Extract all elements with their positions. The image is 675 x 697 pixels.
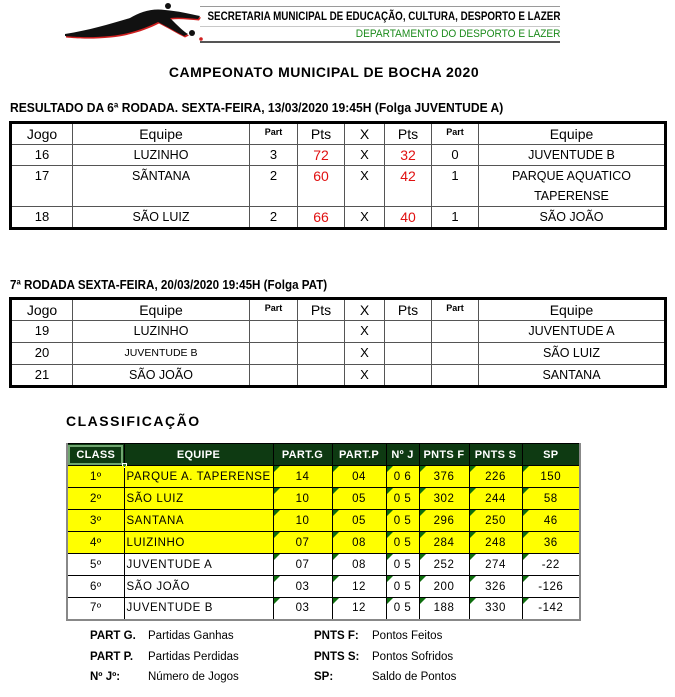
col-class[interactable] [67,444,124,466]
table-row [11,343,666,365]
saldo-pontos: -142 [522,598,580,620]
partidas-ganhas: 03 [273,598,332,620]
away-part: 1 [432,207,479,229]
home-part [250,343,298,365]
team-name: SÃO LUIZ [124,488,273,510]
table-row [67,488,580,510]
saldo-pontos: -126 [522,576,580,598]
pontos-feitos: 252 [419,554,469,576]
table-row [67,554,580,576]
legend-value: Partidas Ganhas [148,630,234,642]
legend-key: PART G. [90,630,136,642]
partidas-ganhas: 14 [273,466,332,488]
class-position: 1º [67,466,124,488]
table-row [11,321,666,343]
numero-jogos: 0 5 [386,598,419,620]
home-pts [298,343,345,365]
home-part: 3 [250,145,298,166]
class-position: 7º [67,598,124,620]
away-part [432,365,479,387]
table-row [67,598,580,620]
pontos-feitos: 376 [419,466,469,488]
home-team: LUZINHO [73,145,250,166]
legend-item [314,651,453,663]
col-pnts-f: PNTS F [419,444,469,466]
pontos-sofridos: 244 [469,488,522,510]
partidas-perdidas: 12 [332,576,386,598]
partidas-ganhas: 10 [273,510,332,532]
versus-mark: X [345,166,385,207]
team-name: LUIZINHO [124,532,273,554]
pontos-feitos: 200 [419,576,469,598]
col-equipe-away: Equipe [479,299,666,321]
class-position: 3º [67,510,124,532]
secretaria-name: SECRETARIA MUNICIPAL DE EDUCAÇÃO, CULTURA, DESPORTO E LAZER [207,9,560,23]
team-name: SÃO JOÃO [124,576,273,598]
table-header-row [67,444,580,466]
pontos-sofridos: 330 [469,598,522,620]
away-pts: 32 [385,145,432,166]
col-jogo: Jogo [11,123,73,145]
away-pts [385,321,432,343]
away-team: SANTANA [479,365,666,387]
jogo-number: 19 [11,321,73,343]
col-x: X [345,299,385,321]
header-rule-bottom [200,41,560,43]
pontos-sofridos: 326 [469,576,522,598]
home-team: SÃO LUIZ [73,207,250,229]
home-part: 2 [250,207,298,229]
home-pts: 66 [298,207,345,229]
away-team: JUVENTUDE A [479,321,666,343]
col-class-label: CLASS [76,448,116,461]
numero-jogos: 0 5 [386,510,419,532]
header-rule-middle [200,26,560,27]
table-header-row [11,123,666,145]
col-num-jogos: Nº J [386,444,419,466]
home-team: SÃNTANA [73,166,250,207]
legend-item [90,671,239,683]
team-name: SANTANA [124,510,273,532]
legend-item [90,630,234,642]
legend-value: Saldo de Pontos [372,671,457,683]
pontos-sofridos: 250 [469,510,522,532]
home-pts: 72 [298,145,345,166]
jogo-number: 20 [11,343,73,365]
away-pts [385,343,432,365]
away-team: JUVENTUDE B [479,145,666,166]
home-part [250,365,298,387]
pontos-feitos: 296 [419,510,469,532]
partidas-ganhas: 07 [273,532,332,554]
away-pts: 40 [385,207,432,229]
home-pts [298,365,345,387]
home-part [250,321,298,343]
col-x: X [345,123,385,145]
partidas-perdidas: 04 [332,466,386,488]
class-position: 4º [67,532,124,554]
legend-key: SP: [314,671,334,683]
numero-jogos: 0 6 [386,466,419,488]
col-sp: SP [522,444,580,466]
away-part [432,343,479,365]
round7-schedule-table [9,297,667,388]
col-pts-home: Pts [298,123,345,145]
table-row [67,532,580,554]
col-part-home: Part [250,123,298,145]
home-team: LUZINHO [73,321,250,343]
versus-mark: X [345,365,385,387]
table-row [11,365,666,387]
away-team: SÃO JOÃO [479,207,666,229]
round6-results-table [9,121,667,230]
away-team: SÃO LUIZ [479,343,666,365]
table-row [67,510,580,532]
table-header-row [11,299,666,321]
table-row [67,576,580,598]
legend-key: PART P. [90,651,134,663]
partidas-ganhas: 03 [273,576,332,598]
away-team-line1: PARQUE AQUATICO [511,169,631,183]
class-position: 5º [67,554,124,576]
col-equipe-home: Equipe [73,299,250,321]
col-part-g: PART.G [273,444,332,466]
away-pts: 42 [385,166,432,207]
pontos-feitos: 188 [419,598,469,620]
header-rule-top [200,6,560,7]
col-part-p: PART.P [332,444,386,466]
col-pts-away: Pts [385,299,432,321]
versus-mark: X [345,321,385,343]
pontos-sofridos: 274 [469,554,522,576]
partidas-ganhas: 07 [273,554,332,576]
legend-key: PNTS S: [314,651,360,663]
col-pnts-s: PNTS S [469,444,522,466]
table-row [11,166,666,207]
saldo-pontos: 58 [522,488,580,510]
jogo-number: 21 [11,365,73,387]
saldo-pontos: 46 [522,510,580,532]
table-row [11,207,666,229]
department-name: DEPARTAMENTO DO DESPORTO E LAZER [355,28,560,40]
legend-value: Pontos Feitos [372,630,443,642]
away-pts [385,365,432,387]
page-title: CAMPEONATO MUNICIPAL DE BOCHA 2020 [168,64,480,80]
legend-key: Nº Jº: [90,671,121,683]
pontos-feitos: 284 [419,532,469,554]
legend-item [90,651,239,663]
team-name: PARQUE A. TAPERENSE [124,466,273,488]
class-position: 6º [67,576,124,598]
col-equipe: EQUIPE [124,444,273,466]
classification-table [66,443,581,621]
col-equipe-home: Equipe [73,123,250,145]
jogo-number: 16 [11,145,73,166]
partidas-perdidas: 08 [332,532,386,554]
numero-jogos: 0 5 [386,554,419,576]
saldo-pontos: 150 [522,466,580,488]
round6-heading: RESULTADO DA 6ª RODADA. SEXTA-FEIRA, 13/03/2020 19:45H (Folga JUVENTUDE A) [10,100,504,115]
table-row [11,145,666,166]
legend-value: Partidas Perdidas [148,651,239,663]
col-pts-away: Pts [385,123,432,145]
home-pts: 60 [298,166,345,207]
jogo-number: 18 [11,207,73,229]
jogo-number: 17 [11,166,73,207]
pontos-sofridos: 248 [469,532,522,554]
home-team: JUVENTUDE B [73,343,250,365]
versus-mark: X [345,145,385,166]
partidas-perdidas: 05 [332,488,386,510]
team-name: JUVENTUDE A [124,554,273,576]
partidas-perdidas: 08 [332,554,386,576]
pontos-feitos: 302 [419,488,469,510]
versus-mark: X [345,343,385,365]
table-row [67,466,580,488]
away-part [432,321,479,343]
numero-jogos: 0 5 [386,488,419,510]
legend-item [314,630,442,642]
classification-title: CLASSIFICAÇÃO [66,413,201,429]
col-jogo: Jogo [11,299,73,321]
col-pts-home: Pts [298,299,345,321]
saldo-pontos: -22 [522,554,580,576]
col-part-home: Part [250,299,298,321]
home-pts [298,321,345,343]
home-team: SÃO JOÃO [73,365,250,387]
numero-jogos: 0 5 [386,576,419,598]
legend-key: PNTS F: [314,630,359,642]
away-team [479,166,666,207]
col-part-away: Part [432,299,479,321]
pontos-sofridos: 226 [469,466,522,488]
away-part: 0 [432,145,479,166]
col-equipe-away: Equipe [479,123,666,145]
bocce-player-logo-icon [60,2,210,54]
team-name: JUVENTUDE B [124,598,273,620]
legend-value: Número de Jogos [148,671,239,683]
partidas-perdidas: 05 [332,510,386,532]
round7-heading: 7ª RODADA SEXTA-FEIRA, 20/03/2020 19:45H (Folga PAT) [10,278,328,292]
partidas-perdidas: 12 [332,598,386,620]
away-team-line2: TAPERENSE [534,189,609,203]
col-part-away: Part [432,123,479,145]
legend-value: Pontos Sofridos [372,651,454,663]
legend-item [314,671,456,683]
numero-jogos: 0 5 [386,532,419,554]
home-part: 2 [250,166,298,207]
away-part: 1 [432,166,479,207]
partidas-ganhas: 10 [273,488,332,510]
versus-mark: X [345,207,385,229]
saldo-pontos: 36 [522,532,580,554]
class-position: 2º [67,488,124,510]
